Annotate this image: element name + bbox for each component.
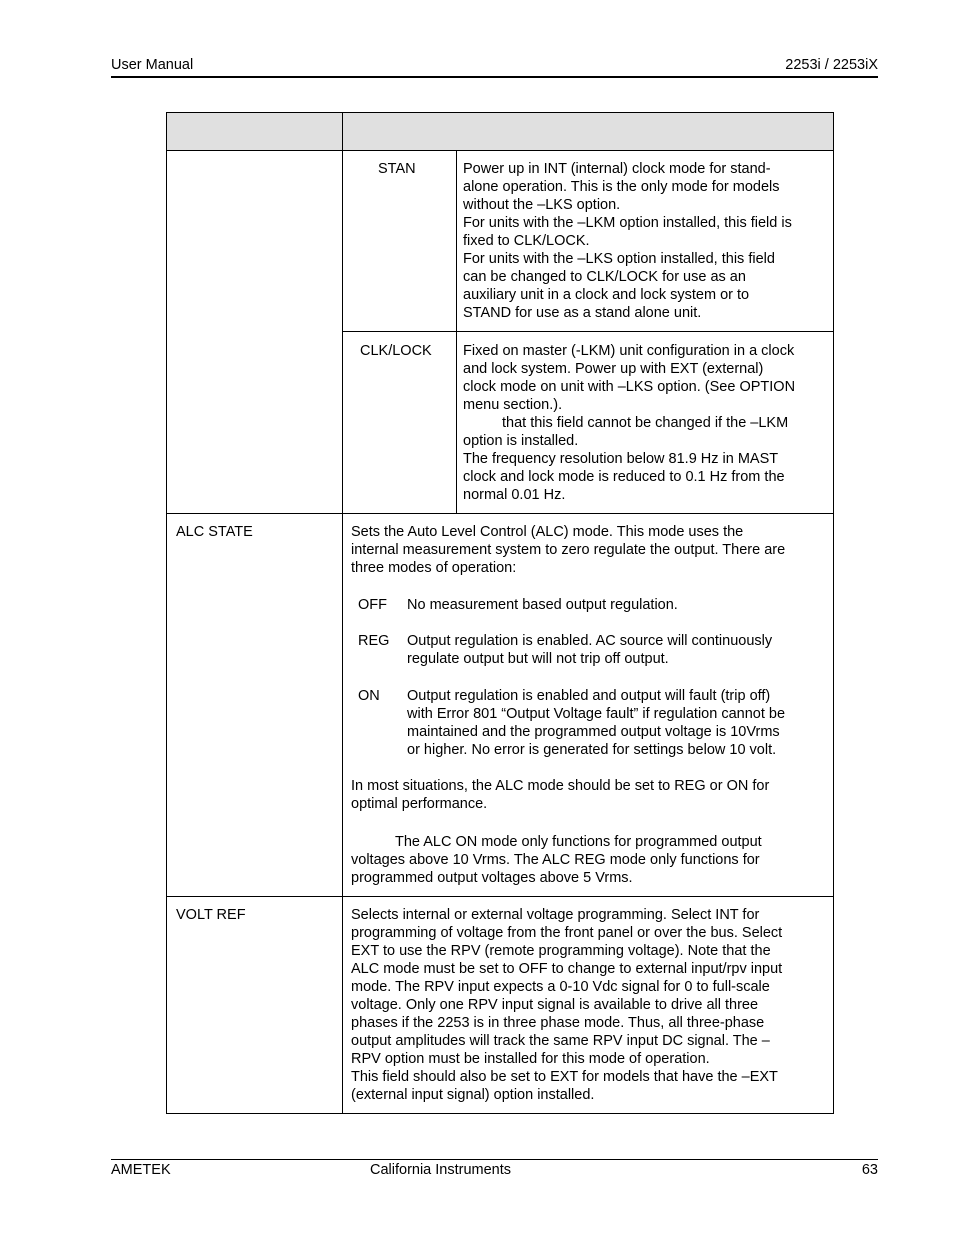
- page-footer: [111, 1159, 878, 1184]
- row-divider: [167, 513, 833, 514]
- parameter-table: [166, 112, 834, 1114]
- alc-intro: Sets the Auto Level Control (ALC) mode. This mode uses the internal measurement system to zero regulate the output. There are three modes of operation:: [351, 524, 786, 576]
- param-alc-state: ALC STATE: [176, 524, 253, 540]
- clklock-description: Fixed on master (-LKM) unit configuration in a clock and lock system. Power up with EXT (external) clock mode on unit with –LKS option. (See OPTION menu section.).: [463, 343, 796, 413]
- alc-note: The ALC ON mode only functions for programmed output: [395, 834, 762, 850]
- param-volt-ref: VOLT REF: [176, 907, 246, 923]
- row-divider: [342, 331, 833, 332]
- footer-division: California Instruments: [370, 1162, 512, 1178]
- alc-mode-key: OFF: [358, 597, 387, 613]
- alc-advice: In most situations, the ALC mode should be set to REG or ON for optimal performance.: [351, 778, 770, 812]
- alc-note-cont: voltages above 10 Vrms. The ALC REG mode only functions for programmed output voltages above 5 Vrms.: [351, 852, 760, 886]
- header-model: 2253i / 2253iX: [785, 57, 878, 73]
- alc-mode-desc: No measurement based output regulation.: [407, 597, 678, 613]
- option-stan: STAN: [378, 161, 416, 177]
- row-divider: [167, 896, 833, 897]
- alc-mode-desc: Output regulation is enabled and output will fault (trip off) with Error 801 “Output Voltage fault” if regulation cannot be maintained and the programmed output voltage is 10Vrms or higher. No error is generated for settings below 10 volt.: [407, 688, 786, 758]
- alc-mode-desc: Output regulation is enabled. AC source will continuously regulate output but will not trip off output.: [407, 633, 773, 667]
- stan-description: Power up in INT (internal) clock mode for stand- alone operation. This is the only mode for models without the –LKS option. For units with the –LKM option installed, this field is fixed to CLK/LOCK. For units with the –LKS option installed, this field can be changed to CLK/LOCK for use as an auxiliary unit in a clock and lock system or to STAND for use as a stand alone unit.: [463, 161, 792, 321]
- clklock-description-cont: option is installed. The frequency resolution below 81.9 Hz in MAST clock and lock mode is reduced to 0.1 Hz from the normal 0.01 Hz.: [463, 433, 785, 503]
- page-header: [111, 56, 878, 78]
- alc-mode-key: ON: [358, 688, 380, 704]
- page-number: 63: [861, 1162, 878, 1178]
- voltref-description: Selects internal or external voltage programming. Select INT for programming of voltage from the front panel or over the bus. Select EXT to use the RPV (remote programming voltage). Note that the ALC mode must be set to OFF to change to external input/rpv input mode. The RPV input expects a 0-10 Vdc signal for 0 to full-scale voltage. Only one RPV input signal is available to drive all three phases if the 2253 is in three phase mode. Thus, all three-phase output amplitudes will track the same RPV input DC signal. The – RPV option must be installed for this mode of operation. This field should also be set to EXT for models that have the –EXT (external input signal) option installed.: [351, 907, 783, 1103]
- footer-company: AMETEK: [111, 1162, 171, 1178]
- alc-mode-key: REG: [358, 633, 390, 649]
- table-header-row: [167, 113, 833, 151]
- column-divider: [342, 113, 343, 1113]
- header-title: User Manual: [111, 57, 194, 73]
- option-clklock: CLK/LOCK: [360, 343, 432, 359]
- clklock-note: that this field cannot be changed if the –LKM: [502, 415, 789, 431]
